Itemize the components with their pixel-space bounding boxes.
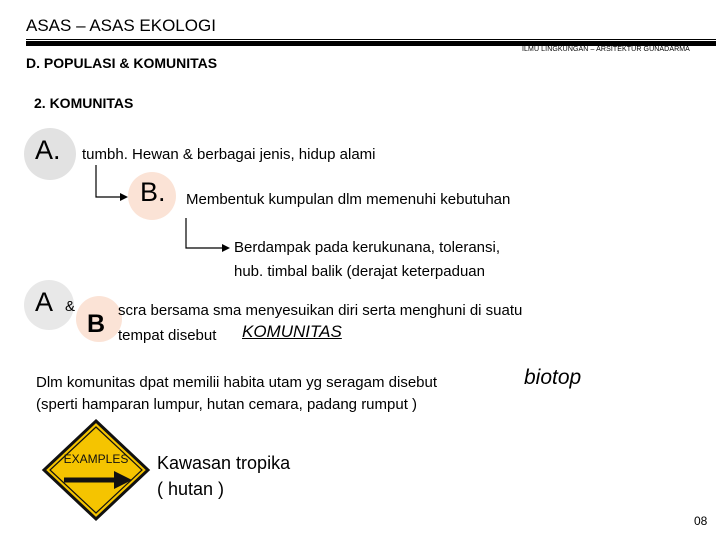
point-a-text: tumbh. Hewan & berbagai jenis, hidup alami [82,146,376,163]
example-text-line1: Kawasan tropika [157,453,291,473]
page-title: ASAS – ASAS EKOLOGI [26,16,216,35]
letter-b2-label: B [87,310,106,338]
example-text-line2: ( hutan ) [157,479,225,499]
header-course-note: ILMU LINGKUNGAN – ARSITEKTUR GUNADARMA [522,46,690,53]
habitat-text-line2: (sperti hamparan lumpur, hutan cemara, padang rumput ) [36,396,418,413]
arrow-a-to-b [96,165,120,197]
community-text-line1: scra bersama sma menyesuikan diri serta menghuni di suatu [118,302,523,319]
subsection-heading: 2. KOMUNITAS [34,95,134,111]
arrow-a-to-b-head [120,193,128,201]
page-number: 08 [694,514,708,528]
letter-a-label: A. [35,135,61,165]
result-text-line1: Berdampak pada kerukunana, toleransi, [234,239,501,256]
komunitas-keyword: KOMUNITAS [242,322,342,341]
examples-sign-icon [40,418,152,522]
ampersand-label: & [65,298,76,315]
biotop-keyword: biotop [524,366,582,389]
examples-sign-label: EXAMPLES [63,452,129,466]
point-b-text: Membentuk kumpulan dlm memenuhi kebutuhan [186,191,511,208]
community-text-line2: tempat disebut [118,327,217,344]
habitat-text-line1: Dlm komunitas dpat memilii habita utam yg seragam disebut [36,374,438,391]
result-text-line2: hub. timbal balik (derajat keterpaduan [234,263,485,280]
arrow-b-to-result-head [222,244,230,252]
letter-b-label: B. [140,177,166,207]
section-heading: D. POPULASI & KOMUNITAS [26,55,218,71]
arrow-b-to-result [186,218,222,248]
letter-a2-label: A [35,287,54,317]
